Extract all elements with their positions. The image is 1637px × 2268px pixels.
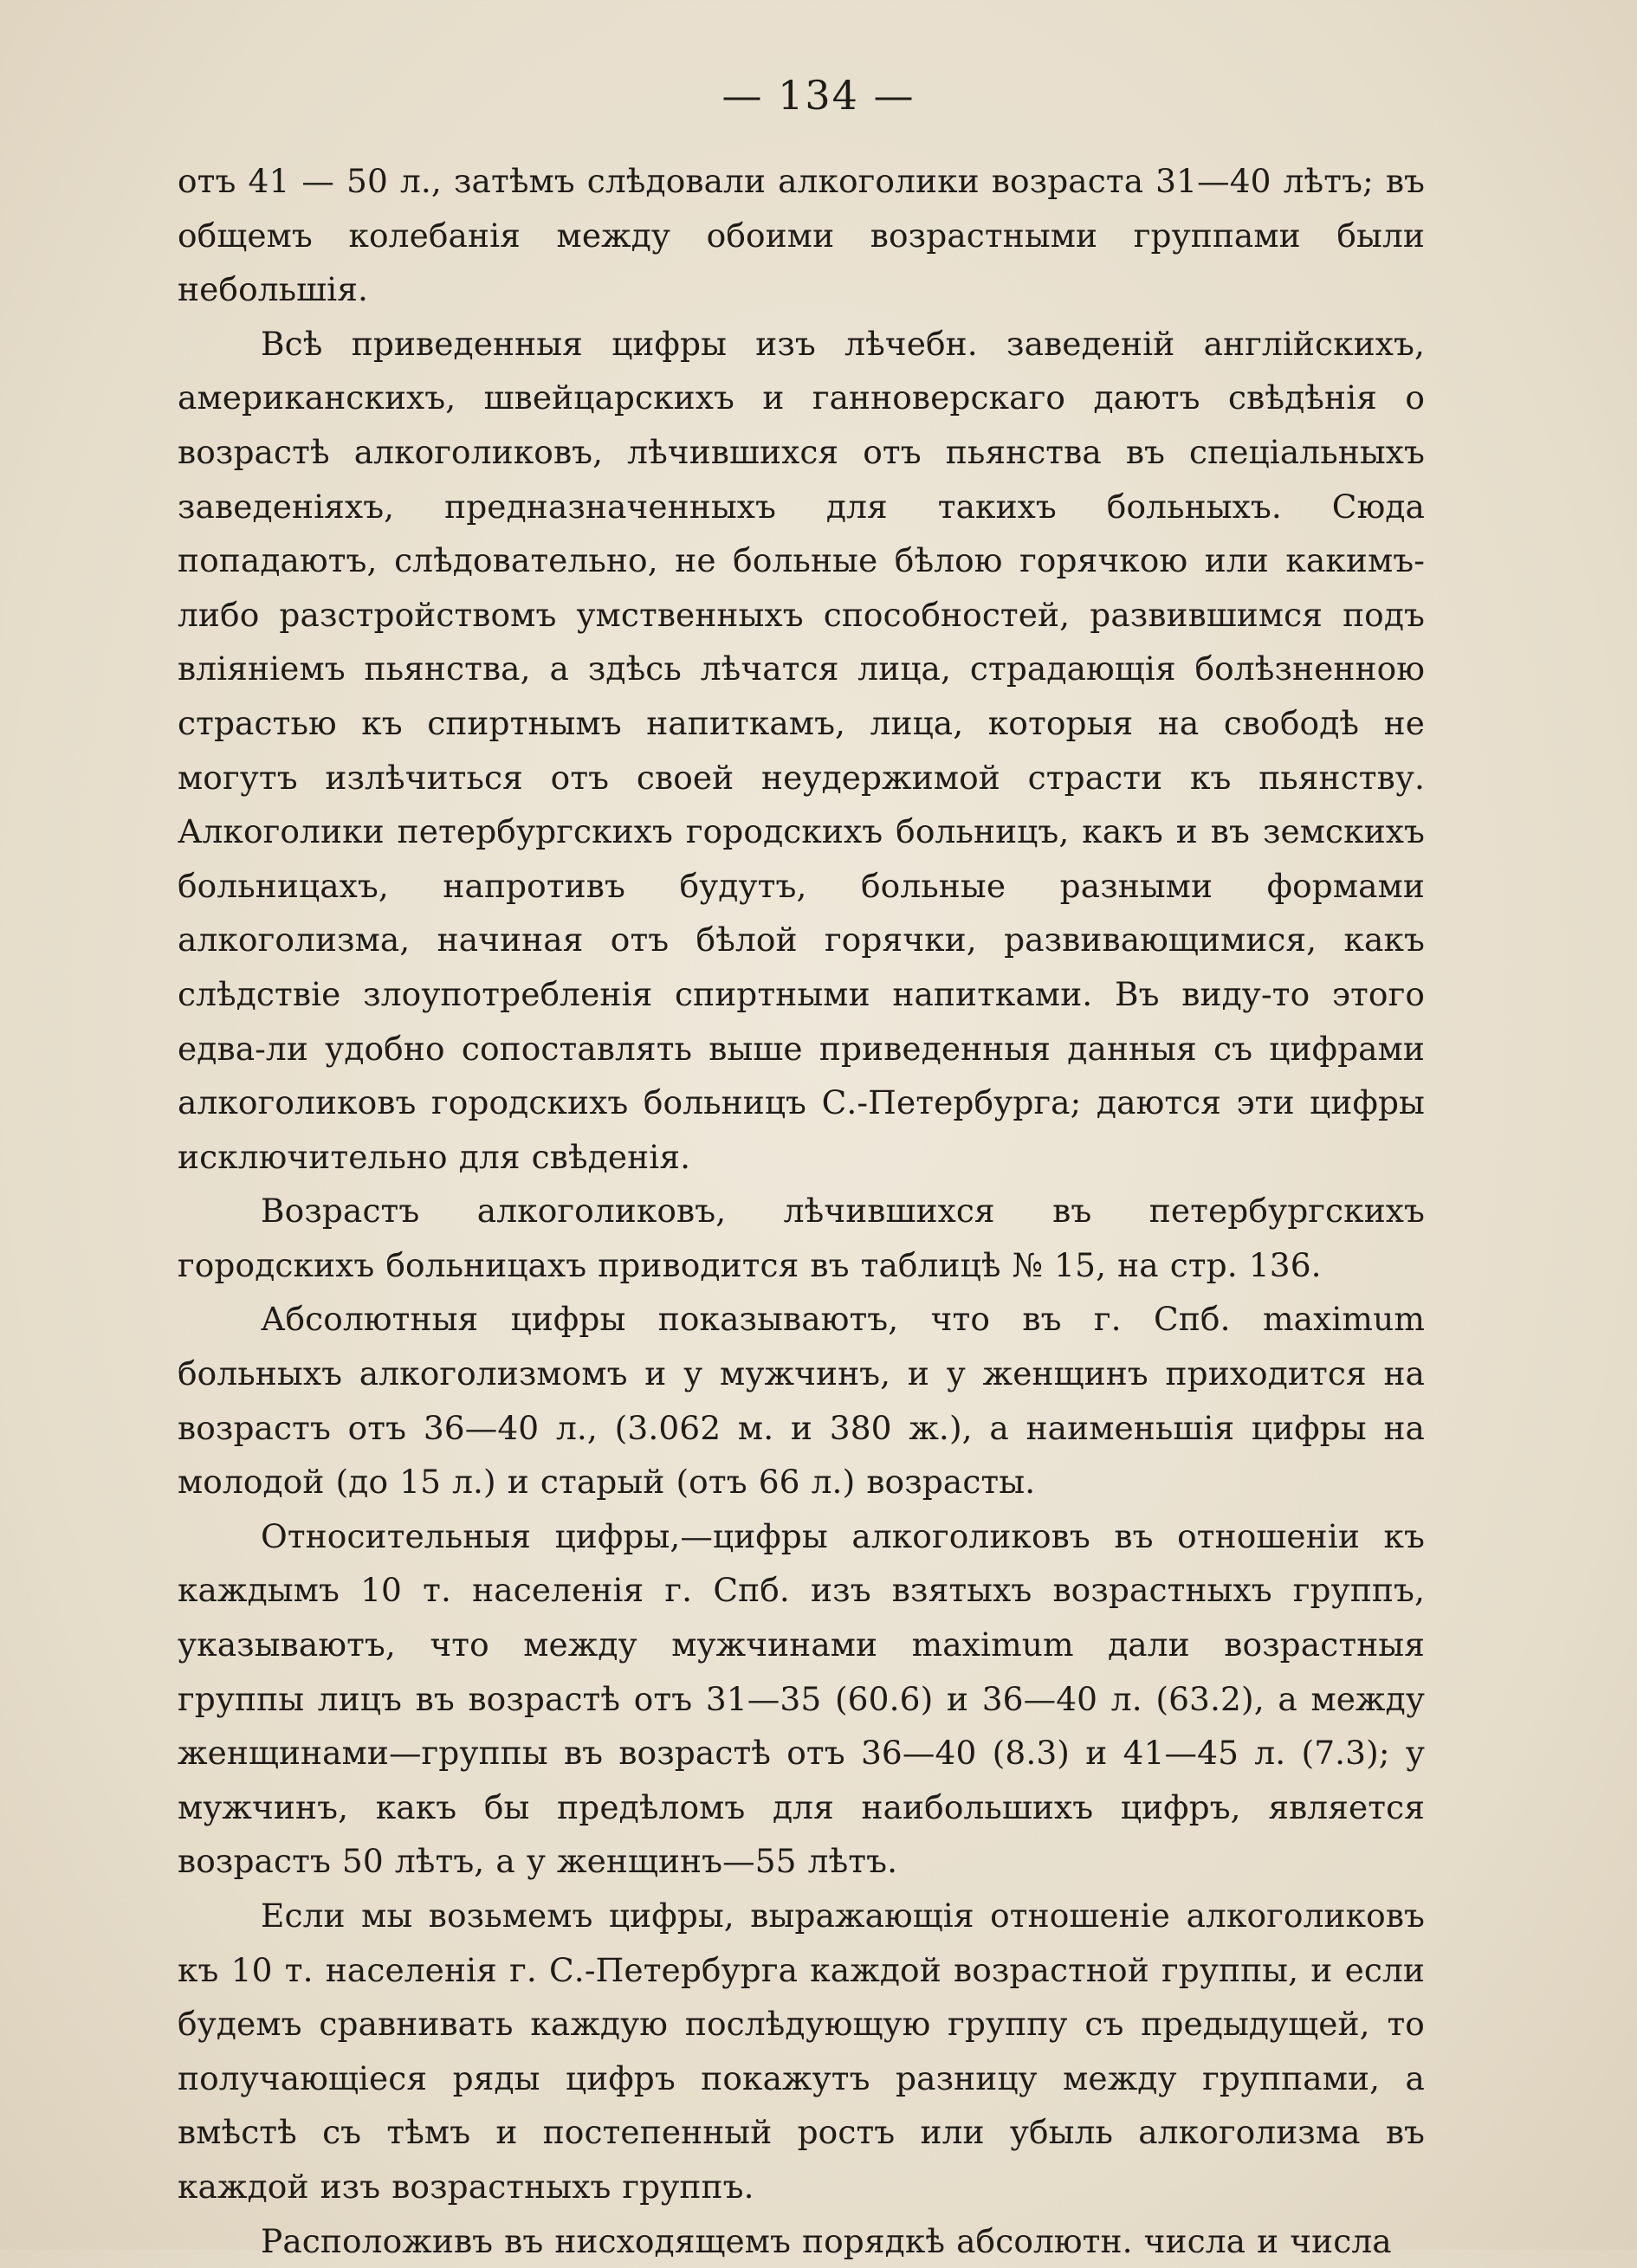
paragraph-3: Возрастъ алкоголиковъ, лѣчившихся въ петербургскихъ городскихъ больницахъ приводится въ таблицѣ № 15, на стр. 136. [178, 1192, 1425, 1284]
paragraph-7: Расположивъ въ нисходящемъ порядкѣ абсолютн. числа и числа [261, 2221, 1392, 2260]
paragraph-1: отъ 41 — 50 л., затѣмъ слѣдовали алкоголики возраста 31—40 лѣтъ; въ общемъ колебанія между обоими возрастными группами были небольшія. [178, 162, 1425, 309]
book-page [178, 69, 1425, 2260]
paragraph-4: Абсолютныя цифры показываютъ, что въ г. Спб. maximum больныхъ алкоголизмомъ и у мужчинъ, и у женщинъ приходится на возрастъ отъ 36—40 л., (3.062 м. и 380 ж.), а наименьшія цифры на молодой (до 15 л.) и старый (отъ 66 л.) возрасты. [178, 1300, 1425, 1502]
paragraph-6: Если мы возьмемъ цифры, выражающія отношеніе алкоголиковъ къ 10 т. населенія г. С.-Петербурга каждой возрастной группы, и если будемъ сравнивать каждую послѣдующую группу съ предыдущей, то получающіеся ряды цифръ покажутъ разницу между группами, а вмѣстѣ съ тѣмъ и постепенный ростъ или убыль алкоголизма въ каждой изъ возрастныхъ группъ. [178, 1896, 1425, 2206]
page-body [178, 154, 1425, 2268]
page-number: — 134 — [721, 72, 916, 119]
paragraph-2: Всѣ приведенныя цифры изъ лѣчебн. заведеній англійскихъ, американскихъ, швейцарскихъ и ганноверскаго даютъ свѣдѣнія о возрастѣ алкоголиковъ, лѣчившихся отъ пьянства въ спеціальныхъ заведеніяхъ, предназначенныхъ для такихъ больныхъ. Сюда попадаютъ, слѣдовательно, не больные бѣлою горячкою или какимъ-либо разстройствомъ умственныхъ способностей, развившимся подъ вліяніемъ пьянства, а здѣсь лѣчатся лица, страдающія болѣзненною страстью къ спиртнымъ напиткамъ, лица, которыя на свободѣ не могутъ излѣчиться отъ своей неудержимой страсти къ пьянству. Алкоголики петербургскихъ городскихъ больницъ, какъ и въ земскихъ больницахъ, напротивъ будутъ, больные разными формами алкоголизма, начиная отъ бѣлой горячки, развивающимися, какъ слѣдствіе злоупотребленія спиртными напитками. Въ виду-то этого едва-ли удобно сопоставлять выше приведенныя данныя съ цифрами алкоголиковъ городскихъ больницъ С.-Петербурга; даются эти цифры исключительно для свѣденія. [178, 324, 1425, 1176]
paragraph-5: Относительныя цифры,—цифры алкоголиковъ въ отношеніи къ каждымъ 10 т. населенія г. Спб. изъ взятыхъ возрастныхъ группъ, указываютъ, что между мужчинами maximum дали возрастныя группы лицъ въ возрастѣ отъ 31—35 (60.6) и 36—40 л. (63.2), а между женщинами—группы въ возрастѣ отъ 36—40 (8.3) и 41—45 л. (7.3); у мужчинъ, какъ бы предѣломъ для наибольшихъ цифръ, является возрастъ 50 лѣтъ, а у женщинъ—55 лѣтъ. [178, 1516, 1425, 1881]
